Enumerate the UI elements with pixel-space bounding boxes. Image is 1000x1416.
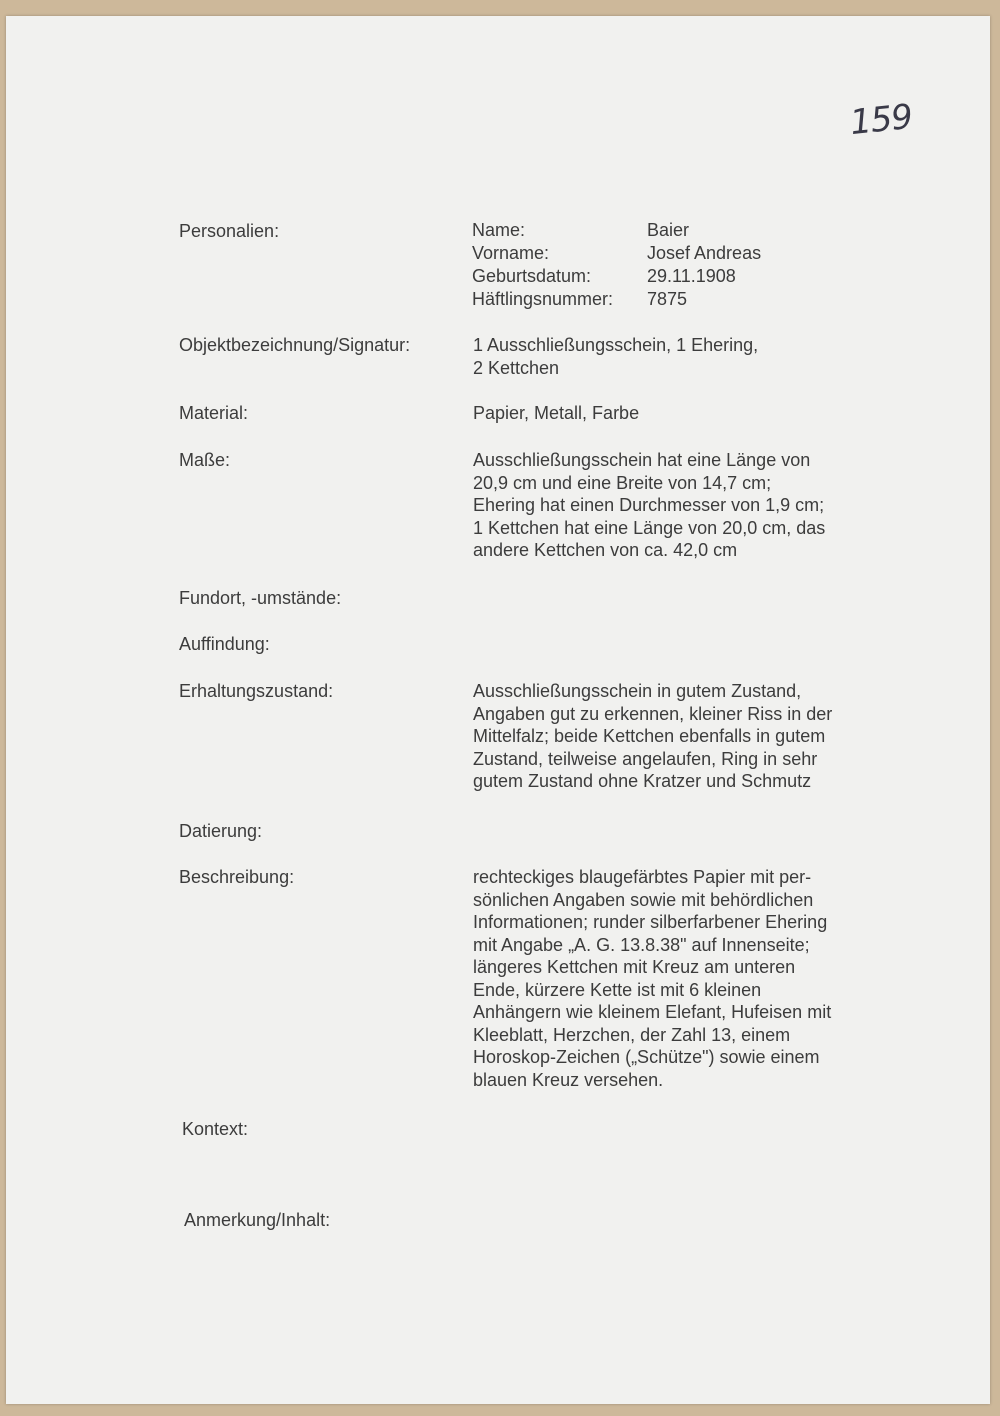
text-line: Mittelfalz; beide Kettchen ebenfalls in gutem [473, 726, 826, 746]
text-line: Zustand, teilweise angelaufen, Ring in sehr [473, 748, 818, 769]
label-fundort: Fundort, -umstände: [179, 588, 342, 608]
value-masse [473, 449, 893, 562]
text-line: 1 Ausschließungsschein, 1 Ehering, [473, 335, 759, 355]
field-key-geburtsdatum: Geburtsdatum: [472, 266, 592, 286]
label-datierung: Datierung: [179, 821, 263, 841]
text-line: Anhängern wie kleinem Elefant, Hufeisen mit [473, 1002, 832, 1022]
text-line: längeres Kettchen mit Kreuz am unteren [473, 957, 796, 977]
text-line: sönlichen Angaben sowie mit behördlichen [473, 889, 814, 910]
text-line: Papier, Metall, Farbe [473, 403, 640, 423]
text-line: Ende, kürzere Kette ist mit 6 kleinen [473, 979, 762, 1000]
text-line: Ausschließungsschein in gutem Zustand, [473, 681, 802, 701]
field-key-haeftlingsnummer: Häftlingsnummer: [472, 289, 614, 309]
text-line: Horoskop-Zeichen („Schütze") sowie einem [473, 1047, 820, 1067]
handwritten-page-number: 159 [848, 96, 914, 144]
label-material: Material: [179, 403, 249, 423]
text-line: rechteckiges blaugefärbtes Papier mit per- [473, 867, 812, 887]
label-anmerkung: Anmerkung/Inhalt: [184, 1210, 331, 1230]
text-line: Informationen; runder silberfarbener Ehering [473, 912, 828, 932]
label-objektbezeichnung: Objektbezeichnung/Signatur: [179, 335, 411, 355]
field-value-vorname: Josef Andreas [647, 243, 762, 263]
field-value-geburtsdatum: 29.11.1908 [647, 266, 736, 286]
text-line: 20,9 cm und eine Breite von 14,7 cm; [473, 472, 772, 493]
text-line: Kleeblatt, Herzchen, der Zahl 13, einem [473, 1024, 791, 1045]
text-line: blauen Kreuz versehen. [473, 1069, 664, 1090]
value-erhaltungszustand [473, 680, 893, 793]
field-key-name: Name: [472, 220, 526, 240]
value-beschreibung [473, 866, 893, 1091]
field-key-vorname: Vorname: [472, 243, 550, 263]
text-line: 2 Kettchen [473, 357, 560, 378]
value-material [473, 402, 893, 425]
label-personalien: Personalien: [179, 221, 280, 241]
text-line: Ausschließungsschein hat eine Länge von [473, 450, 811, 470]
text-line: gutem Zustand ohne Kratzer und Schmutz [473, 771, 812, 791]
label-auffindung: Auffindung: [179, 634, 270, 654]
text-line: andere Kettchen von ca. 42,0 cm [473, 540, 738, 560]
text-line: Angaben gut zu erkennen, kleiner Riss in der [473, 703, 833, 724]
value-objektbezeichnung [473, 334, 893, 379]
text-line: Ehering hat einen Durchmesser von 1,9 cm; [473, 495, 825, 515]
field-value-name: Baier [647, 220, 690, 240]
label-kontext: Kontext: [182, 1119, 249, 1139]
label-beschreibung: Beschreibung: [179, 867, 295, 887]
label-masse: Maße: [179, 450, 231, 470]
field-value-haeftlingsnummer: 7875 [647, 289, 688, 309]
text-line: 1 Kettchen hat eine Länge von 20,0 cm, das [473, 517, 826, 538]
text-line: mit Angabe „A. G. 13.8.38" auf Innenseite; [473, 934, 810, 955]
label-erhaltungszustand: Erhaltungszustand: [179, 681, 334, 701]
